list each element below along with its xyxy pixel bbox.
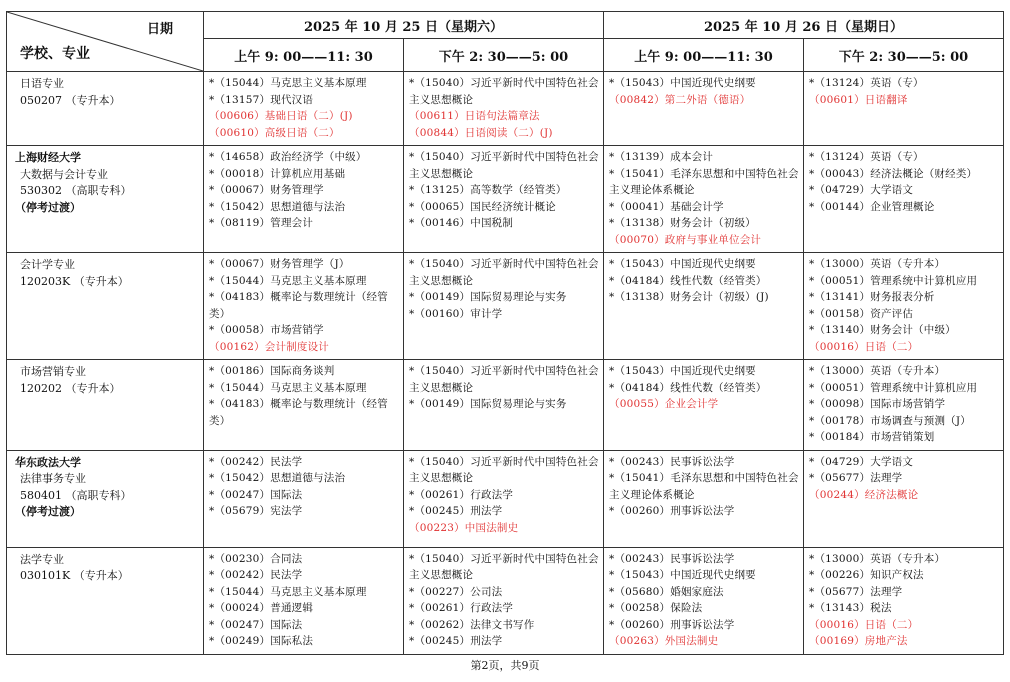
time-slot-header: 下午 2: 30——5: 00: [804, 39, 1004, 72]
course-item: *（00261）行政法学: [409, 602, 514, 614]
course-cell: [804, 360, 1004, 451]
course-item: *（15043）中国近现代史纲要: [609, 365, 756, 377]
table-row: [7, 72, 1004, 146]
school-major-cell: [7, 450, 204, 547]
course-item: *（04184）线性代数（经管类）: [609, 274, 767, 287]
course-item: *（05679）宪法学: [209, 505, 303, 517]
course-cell: [804, 450, 1004, 547]
course-item-highlighted: （00169）房地产法: [809, 635, 908, 647]
course-cell: [604, 360, 804, 451]
course-item: *（00149）国际贸易理论与实务: [409, 291, 567, 303]
exam-schedule-table: [6, 11, 1004, 655]
major-code: 030101K （专升本）: [20, 569, 129, 582]
course-item: *（00051）管理系统中计算机应用: [809, 381, 978, 394]
school-major-cell: [7, 72, 204, 146]
major-name: 大数据与会计专业: [20, 167, 108, 181]
course-item: *（15042）思想道德与法治: [209, 200, 346, 213]
course-item: *（00160）审计学: [409, 307, 503, 320]
school-major-cell: [7, 547, 204, 654]
major-code: 050207 （专升本）: [20, 93, 121, 107]
course-item: *（00018）计算机应用基础: [209, 167, 346, 180]
day-header: 2025 年 10 月 26 日（星期日）: [604, 12, 1004, 39]
course-item: *（00249）国际私法: [209, 635, 314, 647]
school-major-cell: [7, 360, 204, 451]
course-item-highlighted: （00162）会计制度设计: [209, 340, 330, 353]
course-cell: [404, 253, 604, 360]
course-item: *（15040）习近平新时代中国特色社会主义思想概论: [409, 77, 599, 106]
course-item: *（00242）民法学: [209, 455, 303, 468]
course-item-highlighted: （00844）日语阅读（二）(J): [409, 126, 553, 139]
course-cell: [604, 253, 804, 360]
course-item: *（05677）法理学: [809, 585, 903, 598]
course-item: *（13000）英语（专升本）: [809, 552, 946, 565]
course-cell: [804, 72, 1004, 146]
school-major-cell: [7, 146, 204, 253]
course-item: *（15041）毛泽东思想和中国特色社会主义理论体系概论: [609, 167, 799, 196]
course-item: *（00258）保险法: [609, 602, 703, 614]
course-cell: [404, 547, 604, 654]
course-item: *（13125）高等数学（经管类）: [409, 184, 567, 196]
table-row: [7, 547, 1004, 654]
course-item: *（04729）大学语文: [809, 455, 914, 468]
course-item: *（13000）英语（专升本）: [809, 258, 946, 270]
course-item: *（15044）马克思主义基本原理: [209, 381, 367, 394]
transition-note: （停考过渡）: [15, 505, 81, 518]
course-item: *（00247）国际法: [209, 618, 303, 631]
time-slot-header: 上午 9: 00——11: 30: [604, 39, 804, 72]
course-item: *（13157）现代汉语: [209, 93, 314, 106]
university-name: 上海财经大学: [15, 151, 81, 164]
course-item: *（00226）知识产权法: [809, 569, 924, 581]
course-item: *（04183）概率论与数理统计（经管类）: [209, 291, 388, 320]
time-slot-header: 下午 2: 30——5: 00: [404, 39, 604, 72]
course-cell: [204, 547, 404, 654]
course-item-highlighted: （00244）经济法概论: [809, 488, 919, 501]
course-item: *（13138）财务会计（初级）: [609, 217, 756, 229]
course-cell: [604, 547, 804, 654]
major-code: 530302 （高职专科）: [20, 184, 132, 197]
course-item: *（15040）习近平新时代中国特色社会主义思想概论: [409, 365, 599, 394]
course-item: *（13141）财务报表分析: [809, 291, 935, 303]
course-item: *（04183）概率论与数理统计（经管类）: [209, 398, 388, 427]
major-name: 市场营销专业: [20, 365, 86, 378]
major-name: 法律事务专业: [20, 472, 86, 485]
table-row: [7, 253, 1004, 360]
course-item: *（00058）市场营销学: [209, 324, 324, 336]
course-item: *（00146）中国税制: [409, 217, 514, 229]
course-item: *（14658）政治经济学（中级）: [209, 151, 367, 163]
course-cell: [204, 146, 404, 253]
course-item: *（13000）英语（专升本）: [809, 365, 946, 377]
course-item: *（00242）民法学: [209, 569, 303, 581]
course-cell: [404, 450, 604, 547]
major-code: 120202 （专升本）: [20, 381, 121, 395]
major-name: 日语专业: [20, 77, 64, 90]
course-item: *（00051）管理系统中计算机应用: [809, 274, 978, 287]
course-item: *（00024）普通逻辑: [209, 602, 314, 614]
course-item: *（00098）国际市场营销学: [809, 398, 946, 410]
course-cell: [604, 146, 804, 253]
course-item: *（15042）思想道德与法治: [209, 472, 346, 484]
course-cell: [204, 253, 404, 360]
table-row: [7, 450, 1004, 547]
course-item-highlighted: （00016）日语（二）: [809, 340, 919, 353]
course-cell: [804, 547, 1004, 654]
course-item: *（15040）习近平新时代中国特色社会主义思想概论: [409, 258, 599, 287]
course-item: *（00262）法律文书写作: [409, 618, 535, 631]
course-item: *（13143）税法: [809, 602, 892, 614]
course-item: *（00067）财务管理学: [209, 184, 324, 196]
course-item: *（04184）线性代数（经管类）: [609, 381, 767, 394]
course-item-highlighted: （00842）第二外语（德语）: [609, 93, 751, 106]
transition-note: （停考过渡）: [15, 200, 81, 214]
course-item: *（15040）习近平新时代中国特色社会主义思想概论: [409, 455, 599, 484]
course-item: *（00043）经济法概论（财经类）: [809, 167, 978, 180]
course-item: *（13124）英语（专）: [809, 151, 924, 163]
course-item: *（04729）大学语文: [809, 184, 914, 196]
course-item: *（13140）财务会计（中级）: [809, 324, 956, 336]
course-cell: [804, 146, 1004, 253]
time-slot-header: 上午 9: 00——11: 30: [204, 39, 404, 72]
course-cell: [604, 450, 804, 547]
course-cell: [204, 72, 404, 146]
course-cell: [404, 72, 604, 146]
course-item: *（00144）企业管理概论: [809, 200, 935, 213]
page-footer: 第2页，共9页: [470, 659, 540, 672]
course-item: *（15044）马克思主义基本原理: [209, 585, 367, 598]
course-item: *（00158）资产评估: [809, 307, 914, 320]
course-item-highlighted: （00070）政府与事业单位会计: [609, 233, 762, 246]
university-name: 华东政法大学: [15, 455, 81, 469]
header-corner-cell: [7, 12, 204, 72]
course-item: *（00243）民事诉讼法学: [609, 552, 735, 565]
day-header: 2025 年 10 月 25 日（星期六）: [204, 12, 604, 39]
course-item-highlighted: （00223）中国法制史: [409, 521, 519, 534]
table-row: [7, 146, 1004, 253]
course-item: *（13138）财务会计（初级）(J): [609, 291, 769, 303]
course-item: *（00260）刑事诉讼法学: [609, 505, 735, 517]
major-code: 580401 （高职专科）: [20, 488, 132, 502]
course-item: *（00245）刑法学: [409, 635, 503, 647]
course-item-highlighted: （00610）高级日语（二）: [209, 126, 340, 139]
course-item: *（13124）英语（专）: [809, 77, 924, 89]
course-item: *（00178）市场调查与预测（J）: [809, 414, 971, 427]
course-item: *（15041）毛泽东思想和中国特色社会主义理论体系概论: [609, 472, 799, 501]
course-item: *（00065）国民经济统计概论: [409, 200, 556, 213]
course-item: *（15043）中国近现代史纲要: [609, 77, 756, 89]
table-row: [7, 360, 1004, 451]
date-header-label: 日期: [146, 22, 173, 37]
major-code: 120203K （专升本）: [20, 274, 129, 288]
course-cell: [804, 253, 1004, 360]
course-item: *（15040）习近平新时代中国特色社会主义思想概论: [409, 151, 599, 180]
major-name: 会计学专业: [20, 258, 75, 271]
course-item-highlighted: （00016）日语（二）: [809, 618, 919, 631]
course-item-highlighted: （00611）日语句法篇章法: [409, 110, 540, 122]
major-name: 法学专业: [20, 552, 64, 566]
course-item: *（00230）合同法: [209, 552, 303, 565]
school-major-cell: [7, 253, 204, 360]
course-item: *（05677）法理学: [809, 472, 903, 484]
course-item: *（00260）刑事诉讼法学: [609, 618, 735, 631]
course-cell: [604, 72, 804, 146]
course-item: *（00227）公司法: [409, 585, 503, 598]
course-item: *（15044）马克思主义基本原理: [209, 274, 367, 287]
course-item: *（00247）国际法: [209, 488, 303, 501]
course-item: *（00067）财务管理学（J）: [209, 258, 350, 270]
school-header-label: 学校、专业: [20, 46, 90, 62]
course-item: *（15044）马克思主义基本原理: [209, 77, 367, 89]
course-cell: [404, 360, 604, 451]
course-item: *（00243）民事诉讼法学: [609, 455, 735, 468]
course-cell: [404, 146, 604, 253]
course-item: *（15043）中国近现代史纲要: [609, 258, 756, 270]
course-cell: [204, 360, 404, 451]
course-item: *（00186）国际商务谈判: [209, 365, 335, 377]
course-item: *（00041）基础会计学: [609, 200, 724, 213]
course-item: *（00149）国际贸易理论与实务: [409, 398, 567, 410]
course-cell: [204, 450, 404, 547]
course-item-highlighted: （00055）企业会计学: [609, 398, 719, 410]
course-item-highlighted: （00606）基础日语（二）(J): [209, 110, 353, 122]
schedule-body: [7, 72, 1004, 655]
course-item-highlighted: （00601）日语翻译: [809, 93, 908, 106]
course-item: *（13139）成本会计: [609, 151, 714, 163]
course-item: *（00184）市场营销策划: [809, 431, 935, 443]
course-item: *（15040）习近平新时代中国特色社会主义思想概论: [409, 552, 599, 581]
course-item: *（00261）行政法学: [409, 488, 514, 501]
course-item-highlighted: （00263）外国法制史: [609, 635, 719, 647]
course-item: *（00245）刑法学: [409, 505, 503, 517]
course-item: *（08119）管理会计: [209, 217, 314, 229]
course-item: *（15043）中国近现代史纲要: [609, 569, 756, 581]
course-item: *（05680）婚姻家庭法: [609, 585, 724, 598]
